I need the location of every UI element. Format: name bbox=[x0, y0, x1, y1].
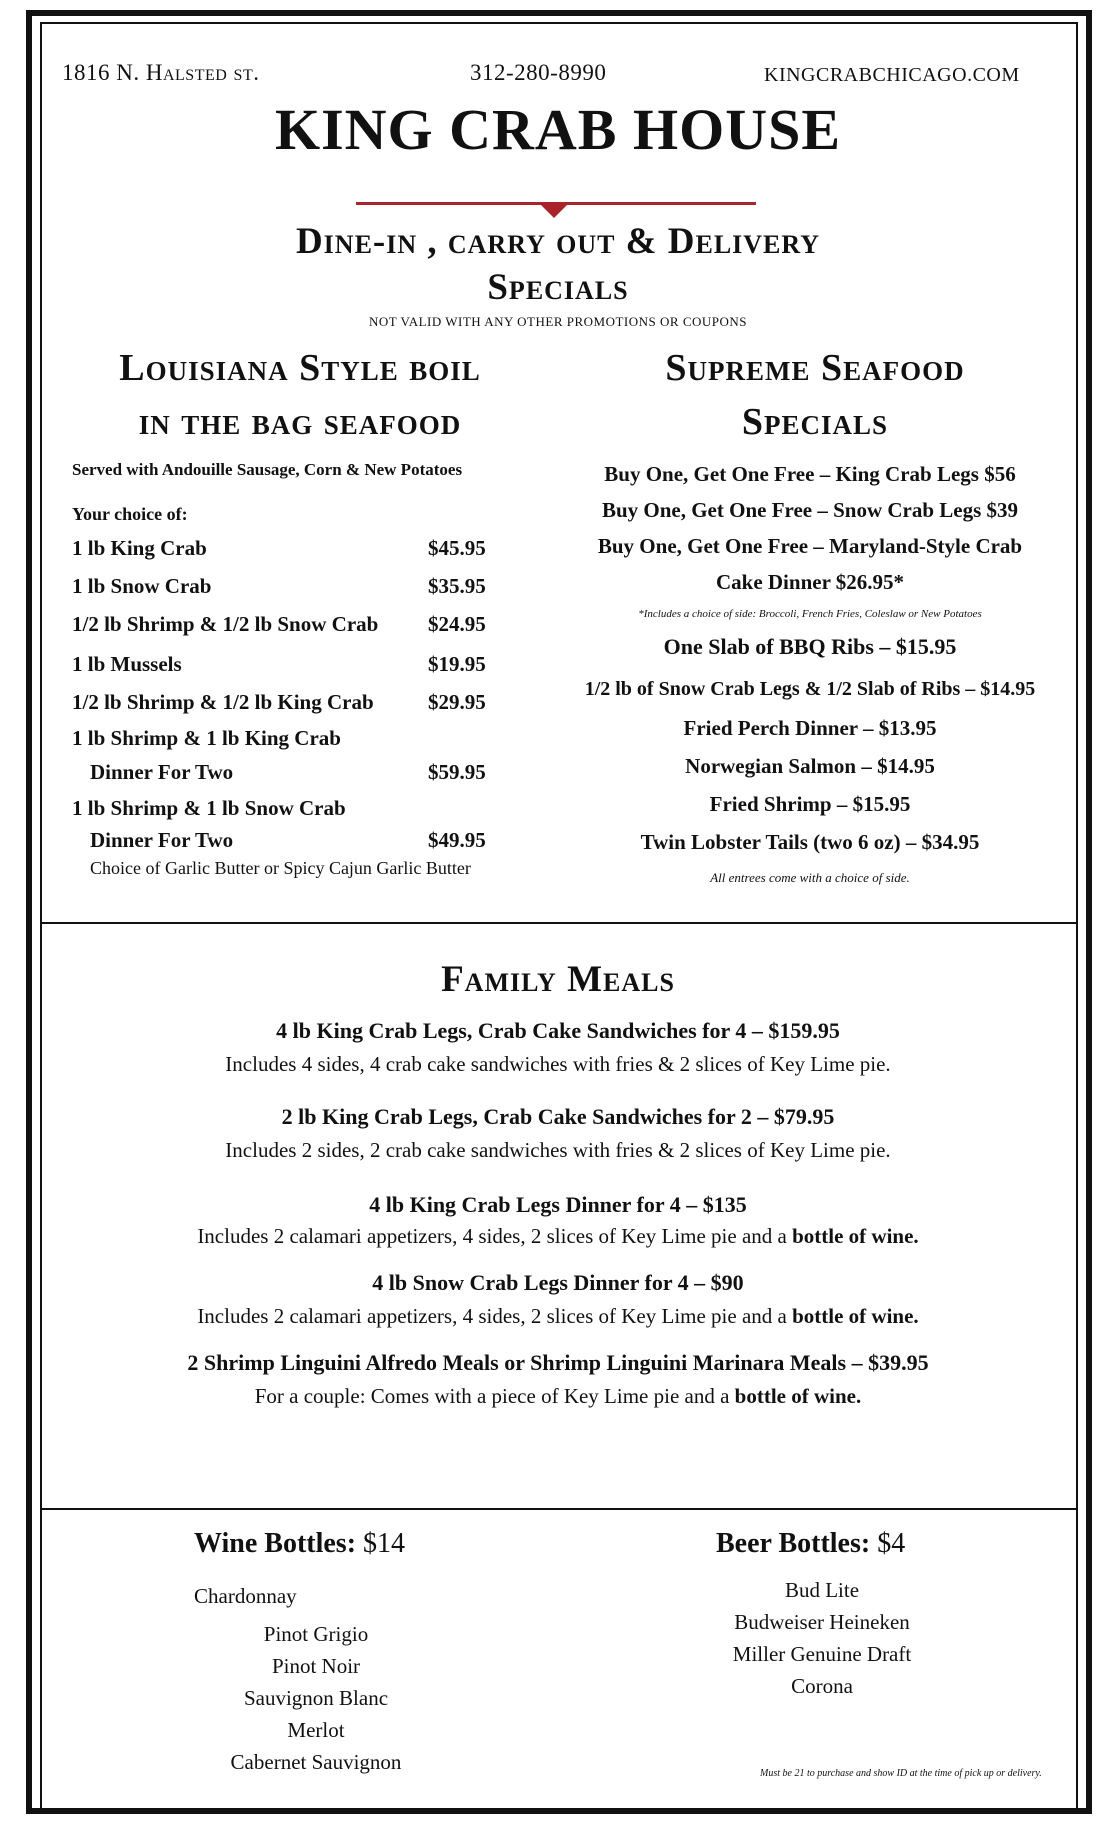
subtitle-line2: Specials bbox=[487, 267, 629, 308]
beer-item: Corona bbox=[791, 1674, 853, 1698]
menu-item bbox=[72, 612, 512, 637]
menu-item bbox=[72, 796, 512, 821]
special-item: Buy One, Get One Free – Maryland-Style Crab bbox=[597, 534, 1023, 558]
special-item: Twin Lobster Tails (two 6 oz) – $34.95 bbox=[640, 830, 980, 854]
family-meal-description bbox=[0, 1304, 1116, 1329]
special-item: Buy One, Get One Free – King Crab Legs $56 bbox=[604, 462, 1016, 486]
address: 1816 N. Halsted st. bbox=[62, 60, 260, 85]
beer-price: $4 bbox=[877, 1528, 906, 1559]
family-meal-heading: 2 lb King Crab Legs, Crab Cake Sandwiches for 2 – $79.95 bbox=[281, 1104, 835, 1129]
special-item: One Slab of BBQ Ribs – $15.95 bbox=[663, 634, 957, 659]
louisiana-title-line1: Louisiana Style boil bbox=[119, 347, 481, 389]
item-name: 1 lb King Crab bbox=[72, 536, 207, 560]
menu-item bbox=[72, 760, 512, 785]
entree-note: All entrees come with a choice of side. bbox=[710, 870, 910, 885]
choice-label: Your choice of: bbox=[72, 504, 188, 524]
beer-item: Budweiser Heineken bbox=[734, 1610, 910, 1634]
special-item: Fried Perch Dinner – $13.95 bbox=[683, 716, 937, 740]
family-meal-description bbox=[0, 1138, 1116, 1163]
side-note: *Includes a choice of side: Broccoli, French Fries, Coleslaw or New Potatoes bbox=[638, 608, 982, 620]
desc-bold: bottle of wine. bbox=[734, 1384, 862, 1408]
item-name: Dinner For Two bbox=[90, 828, 234, 852]
subtitle-line1: Dine-in , carry out & Delivery bbox=[295, 221, 821, 262]
item-price: $29.95 bbox=[428, 690, 486, 714]
family-meals-title: Family Meals bbox=[441, 959, 675, 1000]
wine-item: Pinot Grigio bbox=[263, 1622, 369, 1646]
wine-item: Sauvignon Blanc bbox=[243, 1686, 389, 1710]
supreme-title-line1: Supreme Seafood bbox=[665, 347, 965, 389]
website: KINGCRABCHICAGO.COM bbox=[764, 64, 1020, 86]
item-price: $45.95 bbox=[428, 536, 486, 560]
desc-text: Includes 2 sides, 2 crab cake sandwiches with fries & 2 slices of Key Lime pie. bbox=[225, 1138, 891, 1162]
family-meal-heading: 2 Shrimp Linguini Alfredo Meals or Shrimp Linguini Marinara Meals – $39.95 bbox=[187, 1350, 929, 1375]
item-price: $24.95 bbox=[428, 612, 486, 636]
special-item: Cake Dinner $26.95* bbox=[715, 570, 905, 594]
beer-item: Miller Genuine Draft bbox=[732, 1642, 912, 1666]
supreme-title-line2: Specials bbox=[741, 401, 889, 443]
section-divider bbox=[42, 1508, 1076, 1510]
section-divider bbox=[42, 922, 1076, 924]
item-name: Dinner For Two bbox=[90, 760, 234, 784]
wine-item: Pinot Noir bbox=[271, 1654, 361, 1678]
desc-bold: bottle of wine. bbox=[792, 1304, 919, 1328]
louisiana-title-line2: in the bag seafood bbox=[138, 401, 462, 443]
desc-text: For a couple: Comes with a piece of Key Lime pie and a bbox=[254, 1384, 735, 1408]
beer-heading bbox=[716, 1528, 905, 1560]
desc-text: Includes 2 calamari appetizers, 4 sides, 2 slices of Key Lime pie and a bbox=[197, 1304, 793, 1328]
beer-label: Beer Bottles: bbox=[716, 1528, 871, 1559]
wine-item: Merlot bbox=[287, 1718, 345, 1742]
item-name: 1/2 lb Shrimp & 1/2 lb King Crab bbox=[72, 690, 374, 714]
menu-item bbox=[72, 726, 512, 751]
menu-item bbox=[72, 690, 512, 715]
family-meal-heading: 4 lb Snow Crab Legs Dinner for 4 – $90 bbox=[372, 1270, 744, 1295]
family-meal-description bbox=[0, 1384, 1116, 1409]
beer-item: Bud Lite bbox=[784, 1578, 860, 1602]
family-meal-heading: 4 lb King Crab Legs Dinner for 4 – $135 bbox=[369, 1192, 747, 1217]
wine-item: Chardonnay bbox=[194, 1584, 297, 1608]
item-price: $49.95 bbox=[428, 828, 486, 852]
item-name: 1 lb Mussels bbox=[72, 652, 182, 676]
wine-label: Wine Bottles: bbox=[194, 1528, 357, 1559]
desc-text: Includes 4 sides, 4 crab cake sandwiches with fries & 2 slices of Key Lime pie. bbox=[225, 1052, 891, 1076]
butter-note: Choice of Garlic Butter or Spicy Cajun Garlic Butter bbox=[90, 858, 471, 878]
item-name: 1 lb Shrimp & 1 lb King Crab bbox=[72, 726, 341, 750]
special-item: Fried Shrimp – $15.95 bbox=[709, 792, 911, 816]
wine-item: Cabernet Sauvignon bbox=[230, 1750, 402, 1774]
desc-text: Includes 2 calamari appetizers, 4 sides, 2 slices of Key Lime pie and a bbox=[197, 1224, 793, 1248]
special-item: Buy One, Get One Free – Snow Crab Legs $39 bbox=[601, 498, 1019, 522]
special-item: 1/2 lb of Snow Crab Legs & 1/2 Slab of Ribs – $14.95 bbox=[584, 678, 1036, 700]
age-disclaimer: Must be 21 to purchase and show ID at the time of pick up or delivery. bbox=[760, 1768, 1042, 1779]
family-meal-description bbox=[0, 1052, 1116, 1077]
item-name: 1 lb Shrimp & 1 lb Snow Crab bbox=[72, 796, 346, 820]
item-price: $35.95 bbox=[428, 574, 486, 598]
phone: 312-280-8990 bbox=[470, 60, 607, 85]
menu-item bbox=[72, 828, 512, 853]
restaurant-name: KING CRAB HOUSE bbox=[274, 97, 842, 162]
item-price: $19.95 bbox=[428, 652, 486, 676]
item-price: $59.95 bbox=[428, 760, 486, 784]
menu-item bbox=[72, 574, 512, 599]
disclaimer: NOT VALID WITH ANY OTHER PROMOTIONS OR COUPONS bbox=[369, 314, 747, 329]
wine-heading bbox=[194, 1528, 405, 1560]
family-meal-heading: 4 lb King Crab Legs, Crab Cake Sandwiches for 4 – $159.95 bbox=[276, 1018, 840, 1043]
desc-bold: bottle of wine. bbox=[792, 1224, 919, 1248]
served-with-note: Served with Andouille Sausage, Corn & New Potatoes bbox=[72, 460, 463, 479]
item-name: 1/2 lb Shrimp & 1/2 lb Snow Crab bbox=[72, 612, 379, 636]
divider-arrow-icon bbox=[541, 205, 567, 218]
wine-price: $14 bbox=[363, 1528, 406, 1559]
family-meal-description bbox=[0, 1224, 1116, 1249]
menu-item bbox=[72, 652, 512, 677]
menu-item bbox=[72, 536, 512, 561]
special-item: Norwegian Salmon – $14.95 bbox=[685, 754, 935, 778]
item-name: 1 lb Snow Crab bbox=[72, 574, 212, 598]
